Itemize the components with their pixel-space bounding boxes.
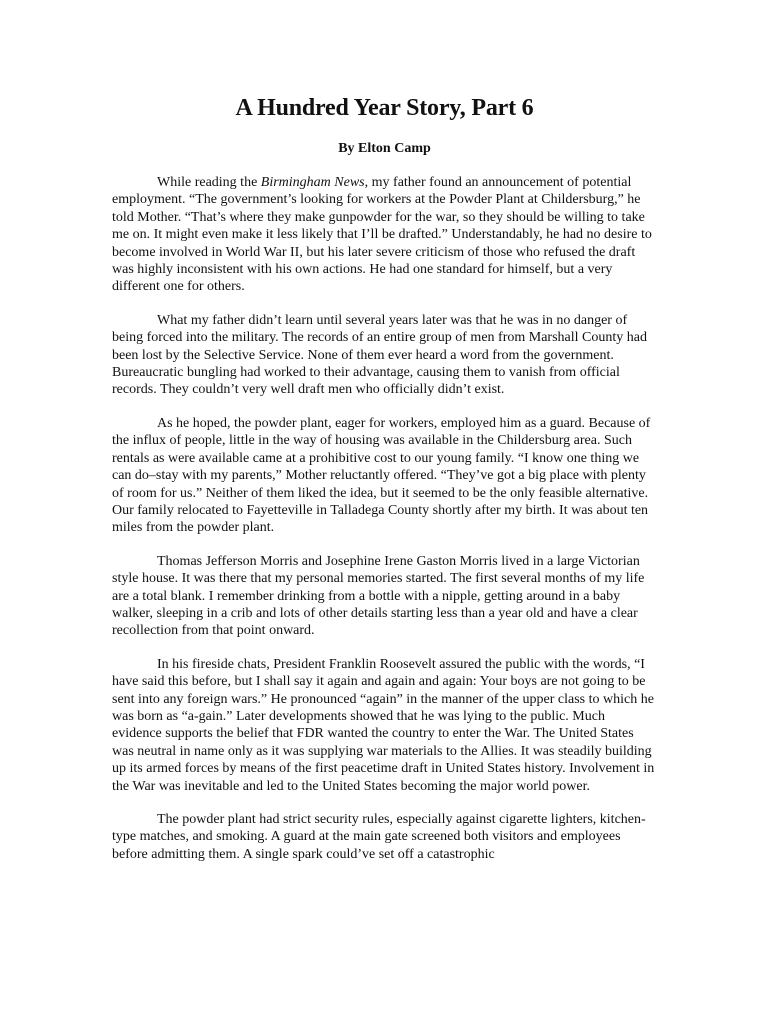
paragraph-4: Thomas Jefferson Morris and Josephine Irene Gaston Morris lived in a large Victorian style house. It was there that my personal memories started. The first several months of my life are a total blank. I remember drinking from a bottle with a nipple, getting around in a baby walker, sleeping in a crib and lots of other details starting less than a year old and have a clear recollection from that point onward. bbox=[112, 553, 645, 639]
document-title: A Hundred Year Story, Part 6 bbox=[235, 95, 534, 121]
paragraph-1 bbox=[112, 174, 657, 296]
newspaper-title: Birmingham News bbox=[260, 175, 365, 190]
author-byline: By Elton Camp bbox=[338, 141, 431, 156]
paragraph-2: What my father didn’t learn until several years later was that he was in no danger of being forced into the military. The records of an entire group of men from Marshall County had been lost by the Selective Service. None of them ever heard a word from the government. Bureaucratic bungling had worked to their advantage, causing them to vanish from official records. They couldn’t very well draft men who officially didn’t exist. bbox=[112, 312, 647, 398]
paragraph-6: The powder plant had strict security rules, especially against cigarette lighters, kitchen-type matches, and smoking. A guard at the main gate screened both visitors and employees before admitting them. A single spark could’ve set off a catastrophic bbox=[112, 812, 646, 862]
paragraph-1-text-end: , my father found an announcement of potential employment. “The government’s looking for workers at the Powder Plant at Childersburg,” he told Mother. “That’s where they make gunpowder for the war, so they should be willing to take me on. It might even make it less likely that I’ll be drafted.” Understandably, he had no desire to become involved in World War II, but his later severe criticism of those who refused the draft was highly inconsistent with his own actions. He had one standard for himself, but a very different one for others. bbox=[112, 175, 652, 295]
paragraph-5: In his fireside chats, President Franklin Roosevelt assured the public with the words, “I have said this before, but I shall say it again and again and again: Your boys are not going to be sent into any foreign wars.” He pronounced “again” in the manner of the upper class to which he was born as “a-gain.” Later developments showed that he was lying to the public. Much evidence supports the belief that FDR wanted the country to enter the War. The United States was neutral in name only as it was supplying war materials to the Allies. It was steadily building up its armed forces by means of the first peacetime draft in United States history. Involvement in the War was inevitable and led to the United States becoming the major world power. bbox=[112, 656, 655, 794]
paragraph-3: As he hoped, the powder plant, eager for workers, employed him as a guard. Because of the influx of people, little in the way of housing was available in the Childersburg area. Such rentals as were available came at a prohibitive cost to our young family. “I know one thing we can do–stay with my parents,” Mother reluctantly offered. “They’ve got a big place with plenty of room for us.” Neither of them liked the idea, but it seemed to be the only feasible alternative. Our family relocated to Fayetteville in Talladega County shortly after my birth. It was about ten miles from the powder plant. bbox=[112, 415, 651, 536]
paragraph-1-text-start: While reading the bbox=[157, 175, 261, 190]
